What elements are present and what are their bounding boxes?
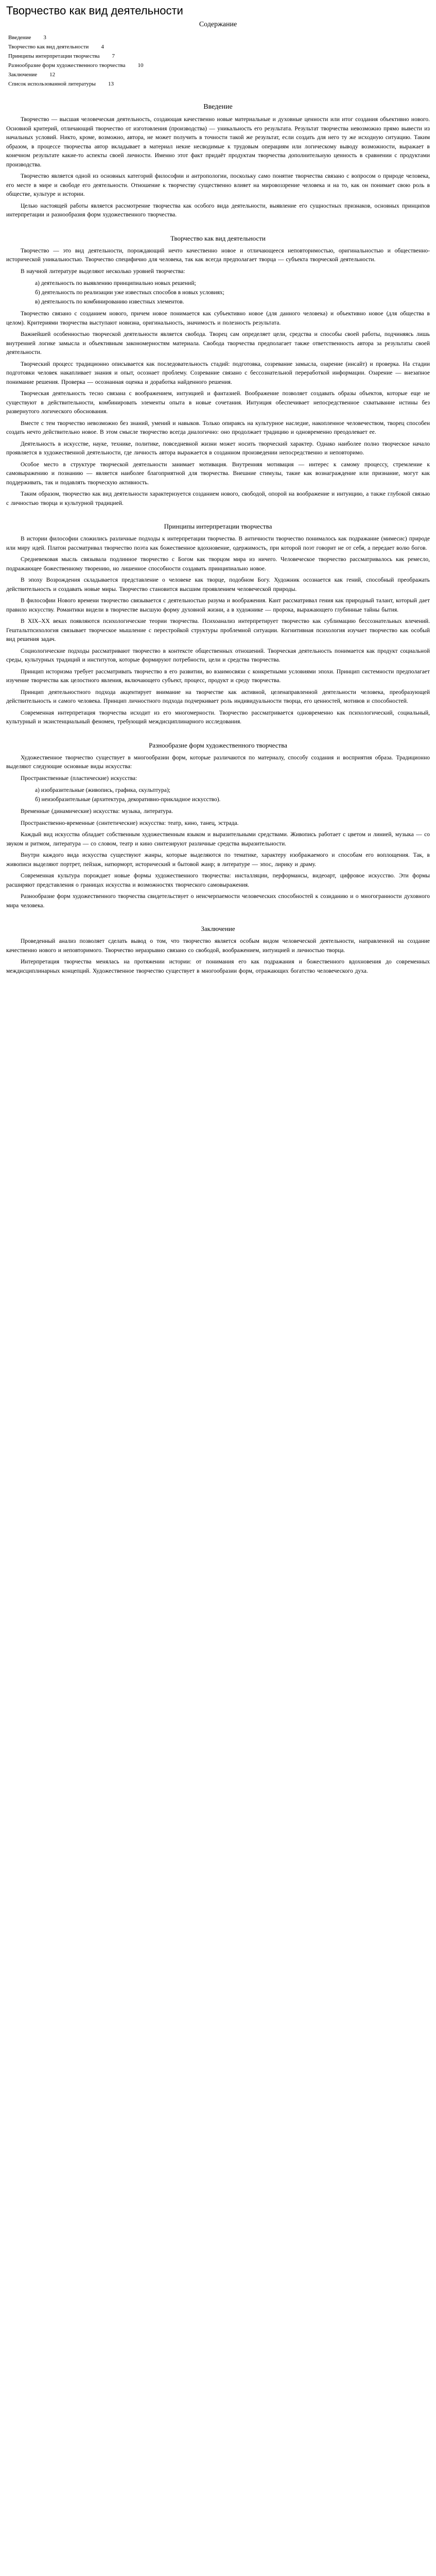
- paragraph: Творчество является одной из основных категорий философии и антропологии, поскольку само понятие творчества связано с вопросом о природе человека, его месте в мире и свободе его деятельности. Отношение к творчеству существенно влияет на мировоззрение человека и на то, как он понимает свою роль в обществе, культуре и истории.: [6, 173, 430, 197]
- paragraph: Творческая деятельность тесно связана с воображением, интуицией и фантазией. Воображение позволяет создавать образы объектов, которые еще не существуют в действительности, комбинировать элементы опыта в новые сочетания. Интуиция обеспечивает непосредственное схватывание истины без развернутого логического обоснования.: [6, 391, 430, 415]
- paragraph: Творчество связано с созданием нового, причем новое понимается как субъективно новое (для данного человека) и объективно новое (для общества в целом). Критериями творчества выступают новизна, оригинальность, значимость и полезность результата.: [6, 311, 430, 326]
- section-art-forms: [6, 741, 430, 911]
- section-heading: Заключение: [201, 925, 235, 933]
- toc-label: Введение: [8, 35, 31, 41]
- paragraph: Социологические подходы рассматривают творчество в контексте общественных отношений. Творческая деятельность понимается как продукт социальной среды, культурных традиций и институтов, которые формируют потребности, цели и средства творчества.: [6, 648, 430, 663]
- toc-label: Творчество как вид деятельности: [8, 44, 89, 50]
- toc-page-number: 3: [43, 35, 46, 41]
- paragraph: Пространственно-временные (синтетические) искусства: театр, кино, танец, эстрада.: [21, 820, 239, 826]
- paragraph: Средневековая мысль связывала подлинное творчество с Богом как творцом мира из ничего. Человеческое творчество рассматривалось как ремесло, подражающее божественному творению, но лишенное способности создавать принципиально новое.: [6, 556, 430, 572]
- toc-page-number: 4: [101, 44, 104, 50]
- conclusion-section: [6, 925, 430, 976]
- paragraph: Временные (динамические) искусства: музыка, литература.: [21, 808, 173, 815]
- paragraph: Важнейшей особенностью творческой деятельности является свобода. Творец сам определяет цели, средства и способы своей работы, подчиняясь лишь внутренней логике замысла и объективным закономерностям материала. Свобода творчества предполагает также ответственность автора за результаты своей деятельности.: [6, 331, 430, 355]
- paragraph: В истории философии сложились различные подходы к интерпретации творчества. В античности творчество понималось как подражание (мимесис) природе или миру идей. Платон рассматривал творчество поэта как божественное вдохновение, одержимость, при которой поэт говорит не от себя, а передает волю богов.: [6, 536, 430, 551]
- toc-label: Разнообразие форм художественного творчества: [8, 62, 126, 69]
- paragraph: В научной литературе выделяют несколько уровней творчества:: [21, 268, 185, 275]
- toc-item[interactable]: [8, 33, 430, 42]
- paragraph: Проведенный анализ позволяет сделать вывод о том, что творчество является особым видом человеческой деятельности, направленной на создание качественно нового и неповторимого. Творчество неразрывно связано со свободой, воображением, интуицией и личностью творца.: [6, 938, 430, 954]
- toc-item[interactable]: [8, 42, 430, 52]
- table-of-contents: [6, 33, 430, 89]
- list-item: б) деятельность по реализации уже известных способов в новых условиях;: [35, 290, 224, 296]
- paragraph: Принцип деятельностного подхода акцентирует внимание на творчестве как активной, целенаправленной деятельности человека, преобразующей действительность и самого человека. Принцип личностного подхода подчеркивает роль индивидуальности творца, его ценностей, мотивов и способностей.: [6, 689, 430, 704]
- paragraph: Внутри каждого вида искусства существуют жанры, которые выделяются по тематике, характеру изображаемого и способам его воплощения. Так, в живописи выделяют портрет, пейзаж, натюрморт, исторический и бытовой жанр; в литературе — эпос, лирику и драму.: [6, 852, 430, 868]
- list-item: а) изобразительные (живопись, графика, скульптура);: [35, 787, 170, 793]
- toc-page-number: 13: [108, 81, 114, 87]
- toc-label: Список использованной литературы: [8, 81, 96, 87]
- toc-item[interactable]: [8, 61, 430, 70]
- paragraph: Современная культура порождает новые формы художественного творчества: инсталляции, перформансы, видеоарт, цифровое искусство. Эти формы расширяют представления о границах искусства и возможностях творческого самовыражения.: [6, 873, 430, 888]
- toc-label: Принципы интерпретации творчества: [8, 53, 100, 59]
- art-types-list: [35, 786, 430, 804]
- toc-item[interactable]: [8, 52, 430, 61]
- paragraph: В XIX–XX веках появляются психологические теории творчества. Психоанализ интерпретирует творчество как сублимацию бессознательных влечений. Гештальтпсихология связывает творческое мышление с перестройкой структуры проблемной ситуации. Когнитивная психология изучает творчество как особый вид решения задач.: [6, 618, 430, 642]
- section-heading: Творчество как вид деятельности: [170, 234, 266, 242]
- paragraph: В философии Нового времени творчество связывается с деятельностью разума и воображения. Кант рассматривал гения как природный талант, который дает правило искусству. Романтики видели в творчестве высшую форму духовной жизни, а в художнике — пророка, выражающего глубинные тайны бытия.: [6, 598, 430, 613]
- list-item: в) деятельность по комбинированию известных элементов.: [35, 299, 184, 305]
- document-page: [0, 0, 436, 991]
- paragraph: Художественное творчество существует в многообразии форм, которые различаются по материалу, способу создания и восприятия образа. Традиционно выделяют следующие основные виды искусства:: [6, 754, 430, 770]
- paragraph: Целью настоящей работы является рассмотрение творчества как особого вида деятельности, выявление его сущностных признаков, основных принципов интерпретации и разнообразия форм художественного творчества.: [6, 202, 430, 218]
- paragraph: Творческий процесс традиционно описывается как последовательность стадий: подготовка, созревание замысла, озарение (инсайт) и проверка. На стадии подготовки человек накапливает знания и опыт, осознает проблему. Созревание связано с бессознательной переработкой информации. Озарение — внезапное понимание решения. Проверка — осознанная оценка и доработка найденного решения.: [6, 361, 430, 385]
- intro-section: [6, 103, 430, 220]
- section-creativity-activity: [6, 234, 430, 509]
- paragraph: Современная интерпретация творчества исходит из его многомерности. Творчество рассматривается одновременно как психологический, социальный, культурный и экзистенциальный феномен, требующий междисциплинарного исследования.: [6, 709, 430, 725]
- paragraph: Творчество — высшая человеческая деятельность, создающая качественно новые материальные и духовные ценности или итог создания объективно нового. Основной критерий, отличающий творчество от изготовления (производства) — уникальность его результата. Результат творчества невозможно прямо вывести из начальных условий. Никто, кроме, возможно, автора, не может получить в точности такой же результат, если создать для него ту же исходную ситуацию. Таким образом, в процессе творчества автор вкладывает в материал некие несводимые к трудовым операциям или логическому выводу возможности, выражает в конечном результате какие-то аспекты своей личности. Именно этот факт придаёт продуктам творчества дополнительную ценность в сравнении с продуктами производства.: [6, 116, 430, 168]
- toc-label: Заключение: [8, 72, 38, 78]
- levels-list: [35, 279, 430, 307]
- list-item: а) деятельность по выявлению принципиально новых решений;: [35, 280, 196, 286]
- paragraph: Интерпретация творчества менялась на протяжении истории: от понимания его как подражания и божественного вдохновения до современных междисциплинарных концепций. Художественное творчество существует в многообразии форм, отражающих богатство человеческого духа.: [6, 959, 430, 974]
- paragraph: Деятельность в искусстве, науке, технике, политике, повседневной жизни может носить творческий характер. Однако наиболее полно творческое начало проявляется в художественной деятельности, где личность автора выражается в созданном произведении непосредственно и неповторимо.: [6, 440, 430, 456]
- paragraph: Особое место в структуре творческой деятельности занимает мотивация. Внутренняя мотивация — интерес к самому процессу, стремление к самовыражению и познанию — является наиболее благоприятной для творчества. Внешние стимулы, такие как вознаграждение или признание, могут как поддерживать, так и подавлять творческую активность.: [6, 461, 430, 486]
- section-heading: Разнообразие форм художественного творчества: [149, 741, 287, 749]
- toc-item[interactable]: [8, 79, 430, 89]
- paragraph: Вместе с тем творчество невозможно без знаний, умений и навыков. Только опираясь на культурное наследие, накопленное человечеством, творец способен создать нечто действительно новое. В этом смысле творчество всегда диалогично: оно продолжает традицию и одновременно преодолевает ее.: [6, 420, 430, 435]
- paragraph: Принцип историзма требует рассматривать творчество в его развитии, во взаимосвязи с конкретными условиями эпохи. Принцип системности предполагает изучение творчества как целостного явления, включающего субъект, процесс, продукт и среду творчества.: [6, 668, 430, 684]
- toc-heading: Содержание: [199, 21, 237, 28]
- paragraph: Таким образом, творчество как вид деятельности характеризуется созданием нового, свободой, опорой на воображение и интуицию, а также глубокой связью с личностью творца и культурной традицией.: [6, 491, 430, 506]
- list-item: б) неизобразительные (архитектура, декоративно-прикладное искусство).: [35, 796, 221, 803]
- toc-item[interactable]: [8, 70, 430, 79]
- paragraph: Творчество — это вид деятельности, порождающий нечто качественно новое и отличающееся неповторимостью, оригинальностью и общественно-исторической уникальностью. Творчество специфично для человека, так как всегда предполагает творца — субъекта творческой деятельности.: [6, 247, 430, 263]
- toc-page-number: 10: [137, 62, 144, 69]
- paragraph: Каждый вид искусства обладает собственным художественным языком и выразительными средствами. Живопись работает с цветом и линией, музыка — со звуком и ритмом, литература — со словом, театр и кино синтезируют различные средства выразительности.: [6, 832, 430, 847]
- section-heading: Принципы интерпретации творчества: [164, 522, 272, 530]
- paragraph: Разнообразие форм художественного творчества свидетельствует о неисчерпаемости человеческих способностей к созиданию и о многогранности духовного мира человека.: [6, 893, 430, 909]
- section-heading: Введение: [203, 103, 233, 111]
- toc-page-number: 7: [112, 53, 115, 59]
- section-interpretation-principles: [6, 522, 430, 727]
- document-title: Творчество как вид деятельности: [6, 4, 183, 17]
- paragraph: В эпоху Возрождения складывается представление о человеке как творце, подобном Богу. Художник осознается как гений, способный преображать действительность и создавать новые миры. Творчество становится высшим проявлением человеческой природы.: [6, 577, 430, 592]
- toc-page-number: 12: [49, 72, 56, 78]
- paragraph: Пространственные (пластические) искусства:: [21, 775, 137, 782]
